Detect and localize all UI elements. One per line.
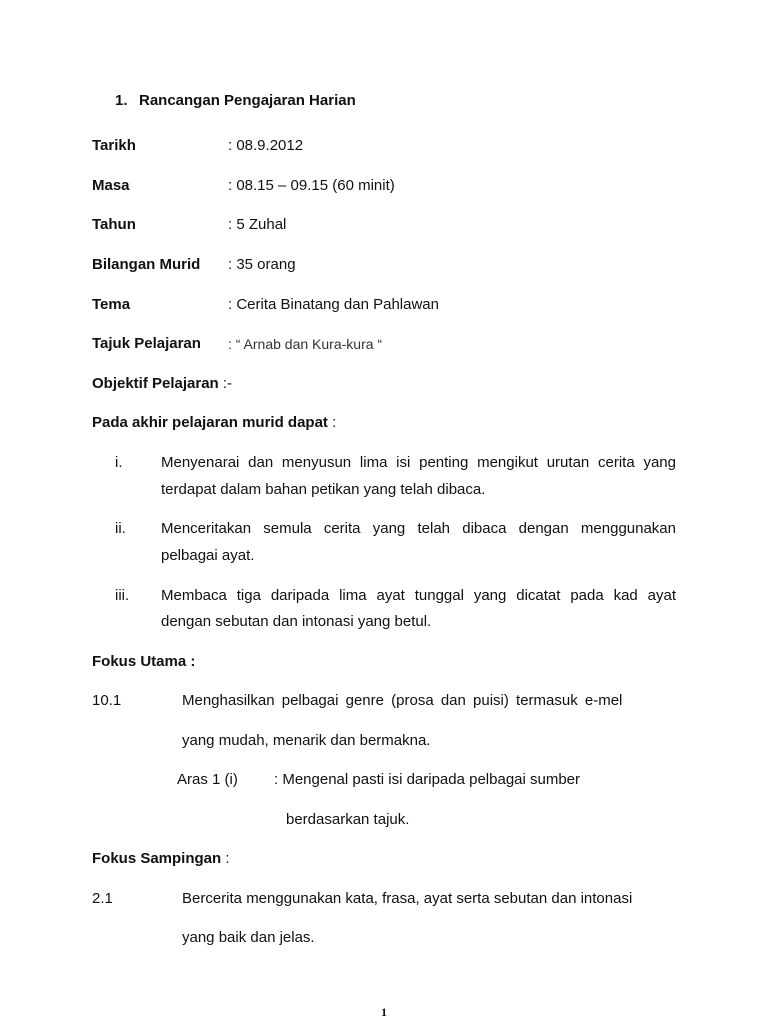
- focus-side-suffix: :: [221, 850, 230, 867]
- focus-main-level: Aras 1 (i): [177, 771, 238, 788]
- heading-title: Rancangan Pengajaran Harian: [139, 92, 356, 109]
- objectives-heading-suffix: :-: [218, 375, 233, 392]
- focus-main-label: Fokus Utama :: [92, 653, 196, 670]
- label-tahun: Tahun: [92, 216, 136, 233]
- label-tema: Tema: [92, 296, 131, 313]
- objective-numeral: ii.: [115, 520, 126, 537]
- objective-line: Membaca tiga daripada lima ayat tunggal yang dicatat pada kad ayat: [161, 587, 676, 604]
- intro-suffix: :: [327, 414, 337, 431]
- page-number: 1: [381, 1005, 387, 1019]
- focus-main-level-text: : Mengenal pasti isi daripada pelbagai sumber: [274, 771, 581, 788]
- focus-side-code: 2.1: [92, 890, 113, 907]
- objectives-heading: [92, 376, 232, 391]
- value-tema: : Cerita Binatang dan Pahlawan: [228, 296, 439, 313]
- intro-line: [92, 415, 336, 430]
- focus-side-label: Fokus Sampingan: [92, 850, 222, 867]
- focus-main-level-text: berdasarkan tajuk.: [286, 811, 410, 828]
- label-masa: Masa: [92, 177, 130, 194]
- objective-line: pelbagai ayat.: [161, 547, 255, 564]
- objective-numeral: i.: [115, 454, 123, 471]
- label-tarikh: Tarikh: [92, 137, 136, 154]
- objective-line: terdapat dalam bahan petikan yang telah dibaca.: [161, 481, 486, 498]
- value-tajuk-pelajaran: : “ Arnab dan Kura-kura “: [228, 336, 383, 352]
- value-tarikh: : 08.9.2012: [228, 137, 304, 154]
- value-masa: : 08.15 – 09.15 (60 minit): [228, 177, 395, 194]
- objectives-heading-label: Objektif Pelajaran: [92, 375, 219, 392]
- objective-line: Menyenarai dan menyusun lima isi penting mengikut urutan cerita yang: [161, 454, 676, 471]
- value-tahun: : 5 Zuhal: [228, 216, 287, 233]
- intro-label: Pada akhir pelajaran murid dapat: [92, 414, 328, 431]
- objective-line: Menceritakan semula cerita yang telah dibaca dengan menggunakan: [161, 520, 676, 537]
- label-bilangan-murid: Bilangan Murid: [92, 256, 201, 273]
- focus-side-line: Bercerita menggunakan kata, frasa, ayat serta sebutan dan intonasi: [182, 890, 633, 907]
- heading-number: 1.: [115, 92, 128, 109]
- focus-main-code: 10.1: [92, 692, 122, 709]
- focus-main-line: yang mudah, menarik dan bermakna.: [182, 732, 431, 749]
- focus-main-line: Menghasilkan pelbagai genre (prosa dan puisi) termasuk e-mel: [182, 692, 623, 709]
- focus-side-line: yang baik dan jelas.: [182, 929, 315, 946]
- focus-side-heading: [92, 851, 230, 866]
- value-bilangan-murid: : 35 orang: [228, 256, 296, 273]
- objective-numeral: iii.: [115, 587, 130, 604]
- label-tajuk-pelajaran: Tajuk Pelajaran: [92, 335, 201, 352]
- objective-line: dengan sebutan dan intonasi yang betul.: [161, 613, 432, 630]
